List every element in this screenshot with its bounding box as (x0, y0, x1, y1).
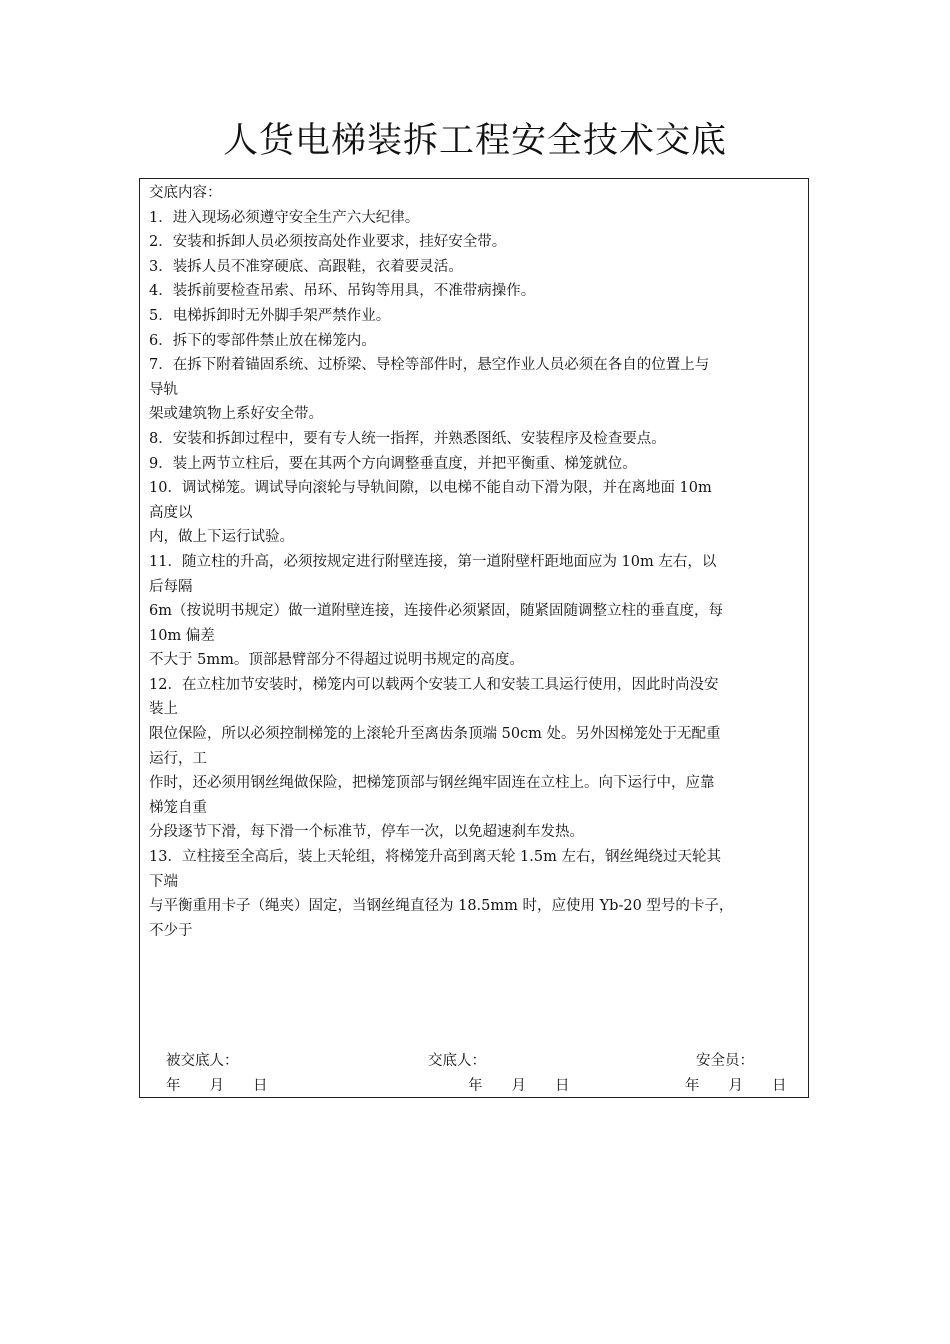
content-line: 架或建筑物上系好安全带。 (149, 406, 323, 423)
content-line: 内，做上下运行试验。 (149, 529, 294, 546)
content-line: 不少于 (149, 922, 193, 939)
content-line: 10m 偏差 (149, 627, 215, 644)
content-line: 梯笼自重 (149, 799, 207, 816)
content-line: 与平衡重用卡子（绳夹）固定，当钢丝绳直径为 18.5mm 时，应使用 Yb-20 型号的卡子， (149, 898, 734, 915)
content-line: 10．调试梯笼。调试导向滚轮与导轨间隙，以电梯不能自动下滑为限，并在离地面 10m (149, 480, 712, 497)
content-line: 下端 (149, 873, 178, 890)
content-line: 限位保险，所以必须控制梯笼的上滚轮升至离齿条顶端 50cm 处。另外因梯笼处于无配重 (149, 726, 721, 743)
content-line: 8．安装和拆卸过程中，要有专人统一指挥，并熟悉图纸、安装程序及检查要点。 (149, 430, 666, 447)
content-line: 4．装拆前要检查吊索、吊环、吊钩等用具，不准带病操作。 (149, 283, 536, 300)
content-line: 1．进入现场必须遵守安全生产六大纪律。 (149, 209, 420, 226)
content-line: 后每隔 (149, 578, 193, 595)
content-line: 导轨 (149, 381, 178, 398)
recipient-label: 被交底人： (166, 1053, 239, 1069)
disclosure-content (149, 181, 801, 943)
content-line: 运行，工 (149, 750, 207, 767)
discloser-label: 交底人： (428, 1053, 486, 1069)
date-row (140, 1074, 808, 1098)
content-line: 作时，还必须用钢丝绳做保险，把梯笼顶部与钢丝绳牢固连在立柱上。向下运行中，应靠 (149, 775, 715, 792)
content-line: 高度以 (149, 504, 193, 521)
content-line: 7．在拆下附着锚固系统、过桥梁、导栓等部件时，悬空作业人员必须在各自的位置上与 (149, 357, 710, 374)
content-line: 5．电梯拆卸时无外脚手架严禁作业。 (149, 307, 391, 324)
content-line: 13．立柱接至全高后，装上天轮组，将梯笼升高到离天轮 1.5m 左右，钢丝绳绕过天轮其 (149, 849, 721, 866)
content-line: 9．装上两节立柱后，要在其两个方向调整垂直度，并把平衡重、梯笼就位。 (149, 455, 637, 472)
signature-row (140, 1049, 808, 1073)
safety-officer-label: 安全员： (696, 1053, 754, 1069)
content-heading: 交底内容： (149, 185, 222, 201)
document-title: 人货电梯装拆工程安全技术交底 (222, 121, 727, 161)
disclosure-form (139, 178, 809, 1098)
content-line: 分段逐节下滑，每下滑一个标准节，停车一次，以免超速刹车发热。 (149, 824, 584, 841)
recipient-date: 年 月 日 (166, 1078, 268, 1094)
content-line: 12．在立柱加节安装时，梯笼内可以载两个安装工人和安装工具运行使用，因此时尚没安 (149, 676, 719, 693)
content-lines (149, 206, 801, 944)
content-line: 6．拆下的零部件禁止放在梯笼内。 (149, 332, 376, 349)
content-line: 11．随立柱的升高，必须按规定进行附壁连接，第一道附壁杆距地面应为 10m 左右，以 (149, 553, 717, 570)
discloser-date: 年 月 日 (468, 1078, 570, 1094)
content-line: 不大于 5mm。顶部悬臂部分不得超过说明书规定的高度。 (149, 652, 524, 669)
content-line: 装上 (149, 701, 178, 718)
content-line: 2．安装和拆卸人员必须按高处作业要求，挂好安全带。 (149, 234, 507, 251)
safety-officer-date: 年 月 日 (685, 1078, 787, 1094)
content-line: 3．装拆人员不准穿硬底、高跟鞋，衣着要灵活。 (149, 258, 463, 275)
content-line: 6m（按说明书规定）做一道附壁连接，连接件必须紧固，随紧固随调整立柱的垂直度，每 (149, 603, 723, 620)
